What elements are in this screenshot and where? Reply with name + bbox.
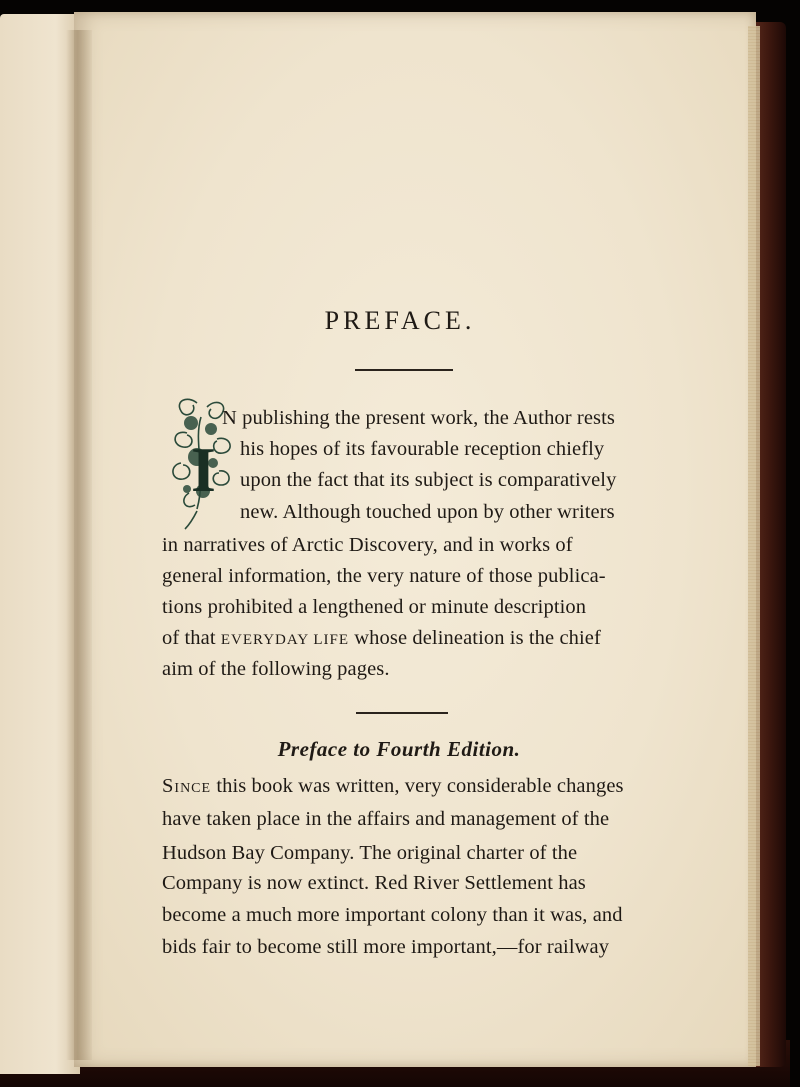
preface-text: of that	[162, 627, 216, 649]
drop-cap-letter: I	[191, 434, 216, 505]
fourth-edition-line-6: bids fair to become still more important,—for railway	[162, 936, 610, 958]
page-title: PREFACE.	[324, 306, 476, 335]
fourth-edition-line-1	[162, 775, 624, 798]
page-gutter	[66, 30, 92, 1060]
preface-line-9: aim of the following pages.	[162, 658, 390, 680]
fourth-edition-heading: Preface to Fourth Edition.	[277, 737, 521, 761]
fourth-edition-line-2: have taken place in the affairs and management of the	[162, 808, 610, 830]
since-text: Since	[162, 775, 212, 797]
preface-line-3: upon the fact that its subject is comparatively	[240, 469, 617, 491]
preface-text: whose delineation is the chief	[354, 627, 601, 649]
fourth-edition-line-3: Hudson Bay Company. The original charter of the	[162, 842, 578, 864]
preface-line-6: general information, the very nature of those publica-	[162, 565, 606, 587]
everyday-life-text: EVERYDAY LIFE	[220, 632, 350, 648]
divider-rule	[356, 712, 448, 714]
preface-line-2: his hopes of its favourable reception chiefly	[240, 438, 605, 460]
fourth-edition-line-4: Company is now extinct. Red River Settlement has	[162, 872, 586, 894]
page-edges	[748, 26, 760, 1066]
fourth-edition-text: this book was written, very considerable changes	[216, 775, 624, 797]
fourth-edition-line-5: become a much more important colony than it was, and	[162, 904, 623, 926]
preface-line-8	[162, 627, 601, 650]
preface-line-4: new. Although touched upon by other writers	[240, 501, 615, 523]
preface-line-1: N publishing the present work, the Author rests	[222, 407, 616, 429]
preface-line-7: tions prohibited a lengthened or minute description	[162, 596, 587, 618]
preface-line-5: in narratives of Arctic Discovery, and in works of	[162, 534, 573, 556]
divider-rule	[355, 369, 453, 371]
